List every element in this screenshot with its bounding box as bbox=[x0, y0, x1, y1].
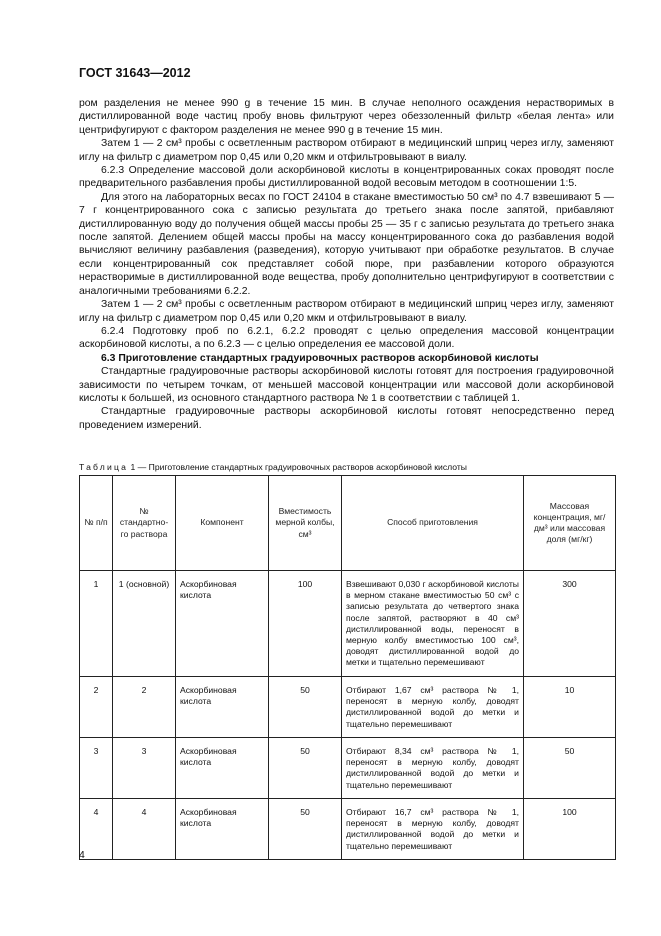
page-number: 4 bbox=[79, 850, 85, 861]
standard-number: 4 bbox=[113, 799, 176, 860]
preparation-table bbox=[79, 475, 616, 860]
row-number: 3 bbox=[80, 738, 113, 799]
concentration: 10 bbox=[524, 677, 616, 738]
table-row bbox=[80, 738, 616, 799]
body-text bbox=[79, 97, 614, 432]
paragraph: ром разделения не менее 990 g в течение 15 мин. В случае неполного осаждения нерастворимых в дистиллированной воде частиц пробу вновь фильтруют через обеззоленный фильтр «белая лента» или центрифугируют с фактором разделения не менее 990 g в течение 15 мин. bbox=[79, 98, 614, 136]
header-cell: Способ приготовления bbox=[342, 476, 524, 571]
header-cell: Массовая концентрация, мг/дм³ или массовая доля (мг/кг) bbox=[524, 476, 616, 571]
paragraph: 6.2.3 Определение массовой доли аскорбиновой кислоты в концентрированных соках проводят после предварительного разбавления пробы дистиллированной водой весовым методом в соотношении 1:5. bbox=[79, 165, 614, 190]
header-cell: Вместимость мерной колбы, см³ bbox=[269, 476, 342, 571]
standard-number: 3 bbox=[113, 738, 176, 799]
paragraph: Стандартные градуировочные растворы аскорбиновой кислоты готовят для построения градуировочной зависимости по четырем точкам, от меньшей массовой концентрации или массовой доли аскорбиновой кислоты к большей, из основного стандартного раствора № 1 в соответствии с таблицей 1. bbox=[79, 366, 614, 404]
table-row bbox=[80, 677, 616, 738]
table-row bbox=[80, 571, 616, 677]
standard-number: 1 (основной) bbox=[113, 571, 176, 677]
table-caption bbox=[79, 462, 467, 472]
row-number: 2 bbox=[80, 677, 113, 738]
row-number: 4 bbox=[80, 799, 113, 860]
paragraph: Стандартные градуировочные растворы аскорбиновой кислоты готовят непосредственно перед проведением измерений. bbox=[79, 406, 614, 431]
flask-volume: 50 bbox=[269, 738, 342, 799]
preparation-method: Отбирают 16,7 см³ раствора № 1, переносят в мерную колбу, доводят дистиллированной водой до метки и тщательно перемешивают bbox=[342, 799, 524, 860]
header-cell: № п/п bbox=[80, 476, 113, 571]
standard-number: 2 bbox=[113, 677, 176, 738]
component: Аскорбиновая кислота bbox=[176, 571, 269, 677]
preparation-method: Взвешивают 0,030 г аскорбиновой кислоты в мерном стакане вместимостью 50 см³ с записью результата до четвертого знака после запятой, растворяют в 40 см³ дистиллированной воды, переносят в мерную колбу вместимостью 100 см³, доводят дистиллированной водой до метки и тщательно перемешивают bbox=[342, 571, 524, 677]
component: Аскорбиновая кислота bbox=[176, 799, 269, 860]
preparation-method: Отбирают 8,34 см³ раствора № 1, переносят в мерную колбу, доводят дистиллированной водой до метки и тщательно перемешивают bbox=[342, 738, 524, 799]
paragraph: 6.2.4 Подготовку проб по 6.2.1, 6.2.2 проводят с целью определения массовой концентрации аскорбиновой кислоты, а по 6.2.3 — с целью определения ее массовой доли. bbox=[79, 325, 614, 351]
concentration: 100 bbox=[524, 799, 616, 860]
paragraph: Затем 1 — 2 см³ пробы с осветленным раствором отбирают в медицинский шприц через иглу, заменяют иглу на фильтр с диаметром пор 0,45 или 0,20 мкм и отфильтровывают в виалу. bbox=[79, 138, 614, 163]
paragraph: Для этого на лабораторных весах по ГОСТ 24104 в стакане вместимостью 50 см³ по 4.7 взвешивают 5 — 7 г концентрированного сока с записью результата до третьего знака после запятой, прибавляют дистиллированную воду до получения общей массы пробы 25 — 35 г с записью результата до третьего знака после запятой. Делением общей массы пробы на массу концентрированного сока до разбавления водой вычисляют величину разбавления (разведения), которую учитывают при обработке результатов. В случае если концентрированный сок представляет собой пюре, при разбавлении которого образуются нерастворимые в дистиллированной воде вещества, пробу дополнительно центрифугируют в соответствии с аналогичными требованиями 6.2.2. bbox=[79, 191, 614, 297]
document-header: ГОСТ 31643—2012 bbox=[79, 66, 191, 80]
table-caption-label: Таблица bbox=[79, 462, 129, 472]
header-cell: № стандартно-го раствора bbox=[113, 476, 176, 571]
paragraph: Затем 1 — 2 см³ пробы с осветленным раствором отбирают в медицинский шприц через иглу, заменяют иглу на фильтр с диаметром пор 0,45 или 0,20 мкм и отфильтровывают в виалу. bbox=[79, 299, 614, 324]
component: Аскорбиновая кислота bbox=[176, 677, 269, 738]
table-caption-text: 1 — Приготовление стандартных градуировочных растворов аскорбиновой кислоты bbox=[130, 462, 467, 472]
table-header-row bbox=[80, 476, 616, 571]
table-row bbox=[80, 799, 616, 860]
row-number: 1 bbox=[80, 571, 113, 677]
section-heading: 6.3 Приготовление стандартных градуировочных растворов аскорбиновой кислоты bbox=[101, 352, 539, 364]
flask-volume: 100 bbox=[269, 571, 342, 677]
flask-volume: 50 bbox=[269, 677, 342, 738]
component: Аскорбиновая кислота bbox=[176, 738, 269, 799]
concentration: 300 bbox=[524, 571, 616, 677]
header-cell: Компонент bbox=[176, 476, 269, 571]
concentration: 50 bbox=[524, 738, 616, 799]
preparation-method: Отбирают 1,67 см³ раствора № 1, переносят в мерную колбу, доводят дистиллированной водой до метки и тщательно перемешивают bbox=[342, 677, 524, 738]
flask-volume: 50 bbox=[269, 799, 342, 860]
